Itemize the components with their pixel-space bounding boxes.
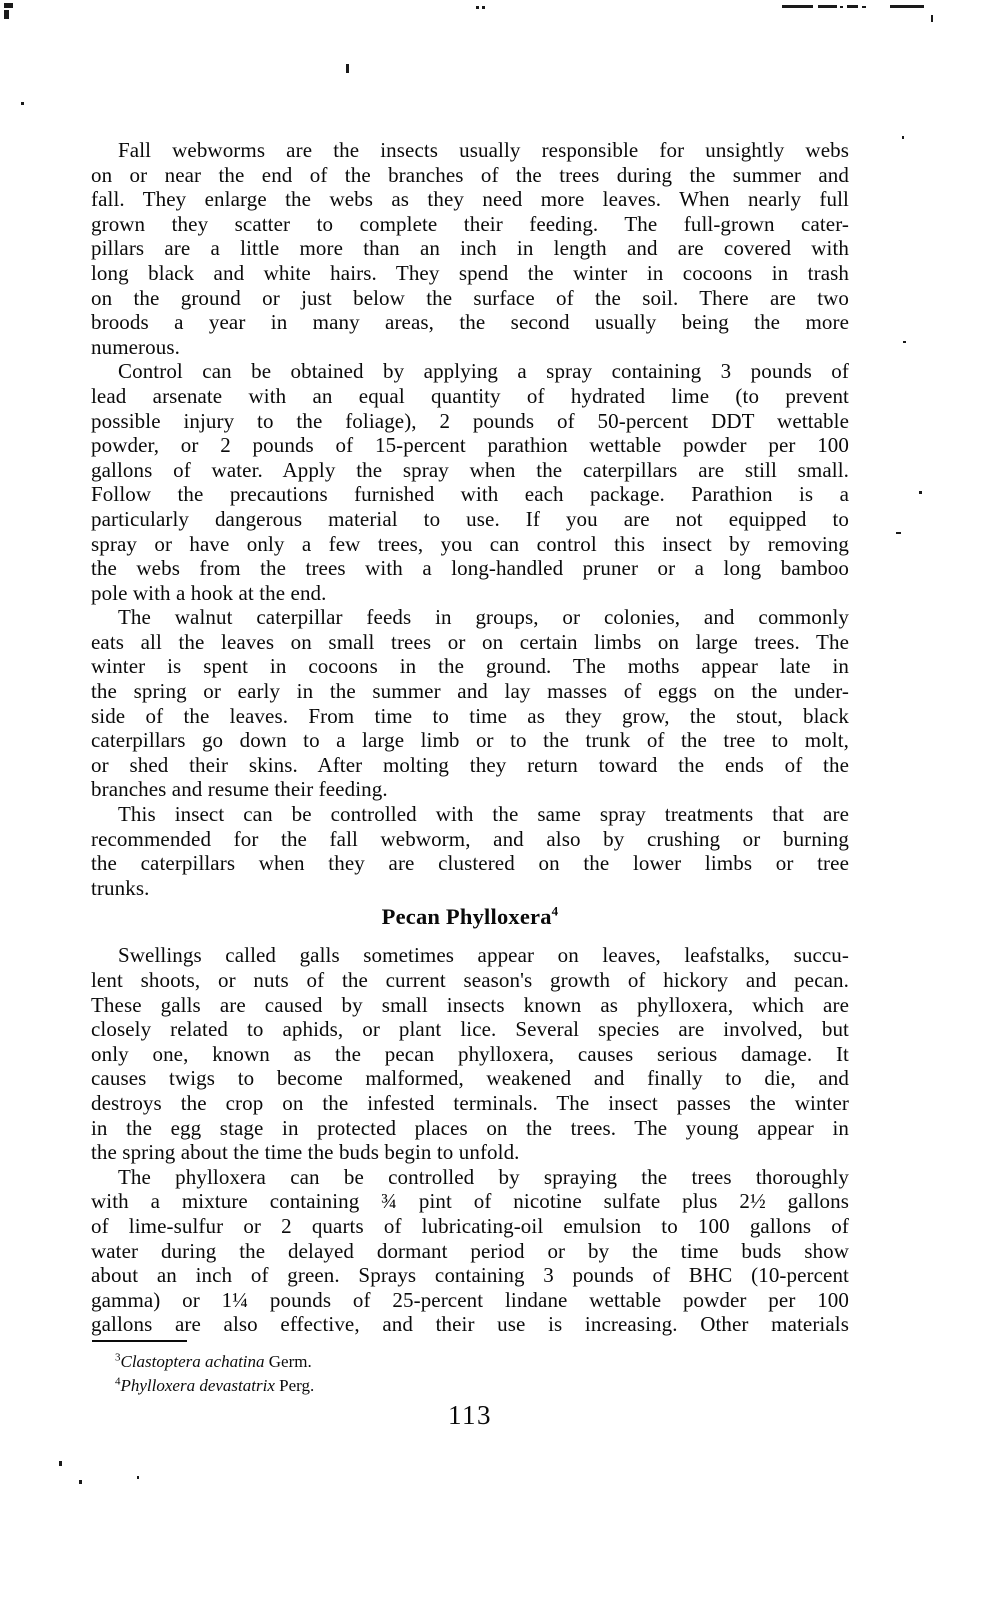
scan-artifact [931,15,933,22]
text-line: pillars are a little more than an inch in length and are covered with [91,236,849,261]
scan-artifact [818,5,837,8]
text-line: the webs from the trees with a long-handled pruner or a long bamboo [91,556,849,581]
text-line: pole with a hook at the end. [91,580,327,605]
text-line: of lime-sulfur or 2 quarts of lubricating-oil emulsion to 100 gallons of [91,1213,849,1238]
footnote-marker: 3 [115,1351,121,1364]
text-line: trunks. [91,875,150,900]
footnotes [91,1350,849,1398]
text-line: the caterpillars when they are clustered on the lower limbs or tree [91,851,849,876]
text-line: Control can be obtained by applying a spray containing 3 pounds of [118,359,849,384]
scan-artifact [4,3,13,8]
scan-artifact [482,6,485,9]
scan-artifact [902,136,904,139]
text-line: possible injury to the foliage), 2 pounds of 50-percent DDT wettable [91,408,849,433]
section-heading-footnote-marker: 4 [551,903,559,919]
scan-artifact [79,1480,82,1484]
text-line: on or near the end of the branches of the trees during the summer and [91,162,849,187]
text-line: or shed their skins. After molting they return toward the ends of the [91,752,849,777]
paragraph [91,1165,849,1337]
scan-artifact [903,341,906,343]
scan-artifact [21,102,24,105]
scan-artifact [59,1461,62,1466]
footnote-marker: 4 [115,1375,121,1388]
text-line: Fall webworms are the insects usually responsible for unsightly webs [118,138,849,162]
section-heading [91,903,849,930]
text-line: broods a year in many areas, the second usually being the more [91,310,849,335]
footnote-rule [92,1340,187,1342]
scan-artifact [890,5,924,8]
scan-artifact [862,6,866,8]
text-column [91,138,849,1430]
text-line: with a mixture containing ¾ pint of nicotine sulfate plus 2½ gallons [91,1189,849,1214]
text-line: winter is spent in cocoons in the ground. The moths appear late in [91,654,849,679]
text-line: branches and resume their feeding. [91,777,388,802]
text-line: destroys the crop on the infested terminals. The insect passes the winter [91,1090,849,1115]
text-line: water during the delayed dormant period or by the time buds show [91,1238,849,1263]
text-line: lead arsenate with an equal quantity of hydrated lime (to prevent [91,383,849,408]
paragraph [91,943,849,1164]
text-line: causes twigs to become malformed, weakened and finally to die, and [91,1066,849,1091]
text-line: caterpillars go down to a large limb or to the trunk of the tree to molt, [91,728,849,753]
text-line: powder, or 2 pounds of 15-percent parathion wettable powder per 100 [91,433,849,458]
scan-artifact [847,5,858,8]
scan-artifact [476,6,479,9]
text-line: the spring or early in the summer and lay masses of eggs on the under- [91,679,849,704]
text-line: fall. They enlarge the webs as they need more leaves. When nearly full [91,187,849,212]
scan-artifact [782,5,813,8]
text-line: closely related to aphids, or plant lice. Several species are involved, but [91,1017,849,1042]
text-line: gallons of water. Apply the spray when the caterpillars are still small. [91,457,849,482]
scan-artifact [346,64,349,73]
text-line: gallons are also effective, and their use is increasing. Other materials [91,1312,849,1337]
text-line: spray or have only a few trees, you can control this insect by removing [91,531,849,556]
text-line: gamma) or 1¼ pounds of 25-percent lindane wettable powder per 100 [91,1287,849,1312]
text-line: These galls are caused by small insects known as phylloxera, which are [91,992,849,1017]
text-line: the spring about the time the buds begin to unfold. [91,1140,520,1165]
footnote [91,1350,849,1374]
scan-artifact [137,1476,139,1479]
text-line: about an inch of green. Sprays containing 3 pounds of BHC (10-percent [91,1263,849,1288]
species-name: Clastoptera achatina [120,1351,265,1371]
text-line: particularly dangerous material to use. If you are not equipped to [91,506,849,531]
text-line: eats all the leaves on small trees or on certain limbs on large trees. The [91,629,849,654]
authority-name: Germ. [264,1351,312,1371]
text-line: long black and white hairs. They spend the winter in cocoons in trash [91,260,849,285]
footnote [91,1374,849,1398]
text-line: recommended for the fall webworm, and also by crushing or burning [91,826,849,851]
scan-artifact [4,10,9,19]
text-line: This insect can be controlled with the same spray treatments that are [118,802,849,827]
paragraph [91,802,849,900]
body-text-upper [91,138,849,900]
text-line: Swellings called galls sometimes appear on leaves, leafstalks, succu- [118,943,849,968]
text-line: numerous. [91,334,180,359]
section-heading-text: Pecan Phylloxera [381,904,552,930]
page-number: 113 [448,1399,492,1430]
scan-artifact [840,6,843,8]
text-line: side of the leaves. From time to time as they grow, the stout, black [91,703,849,728]
body-text-lower [91,943,849,1337]
text-line: on the ground or just below the surface of the soil. There are two [91,285,849,310]
text-line: lent shoots, or nuts of the current season's growth of hickory and pecan. [91,968,849,992]
paragraph [91,605,849,802]
text-line: The walnut caterpillar feeds in groups, or colonies, and commonly [118,605,849,630]
text-line: grown they scatter to complete their feeding. The full-grown cater- [91,211,849,236]
text-line: The phylloxera can be controlled by spraying the trees thoroughly [118,1164,849,1189]
paragraph [91,138,849,359]
scan-artifact [919,491,922,494]
text-line: in the egg stage in protected places on the trees. The young appear in [91,1115,849,1140]
text-line: Follow the precautions furnished with each package. Parathion is a [91,482,849,507]
scan-artifact [896,532,901,534]
paragraph [91,359,849,605]
authority-name: Perg. [274,1375,315,1395]
species-name: Phylloxera devastatrix [120,1375,275,1395]
text-line: only one, known as the pecan phylloxera, causes serious damage. It [91,1041,849,1066]
